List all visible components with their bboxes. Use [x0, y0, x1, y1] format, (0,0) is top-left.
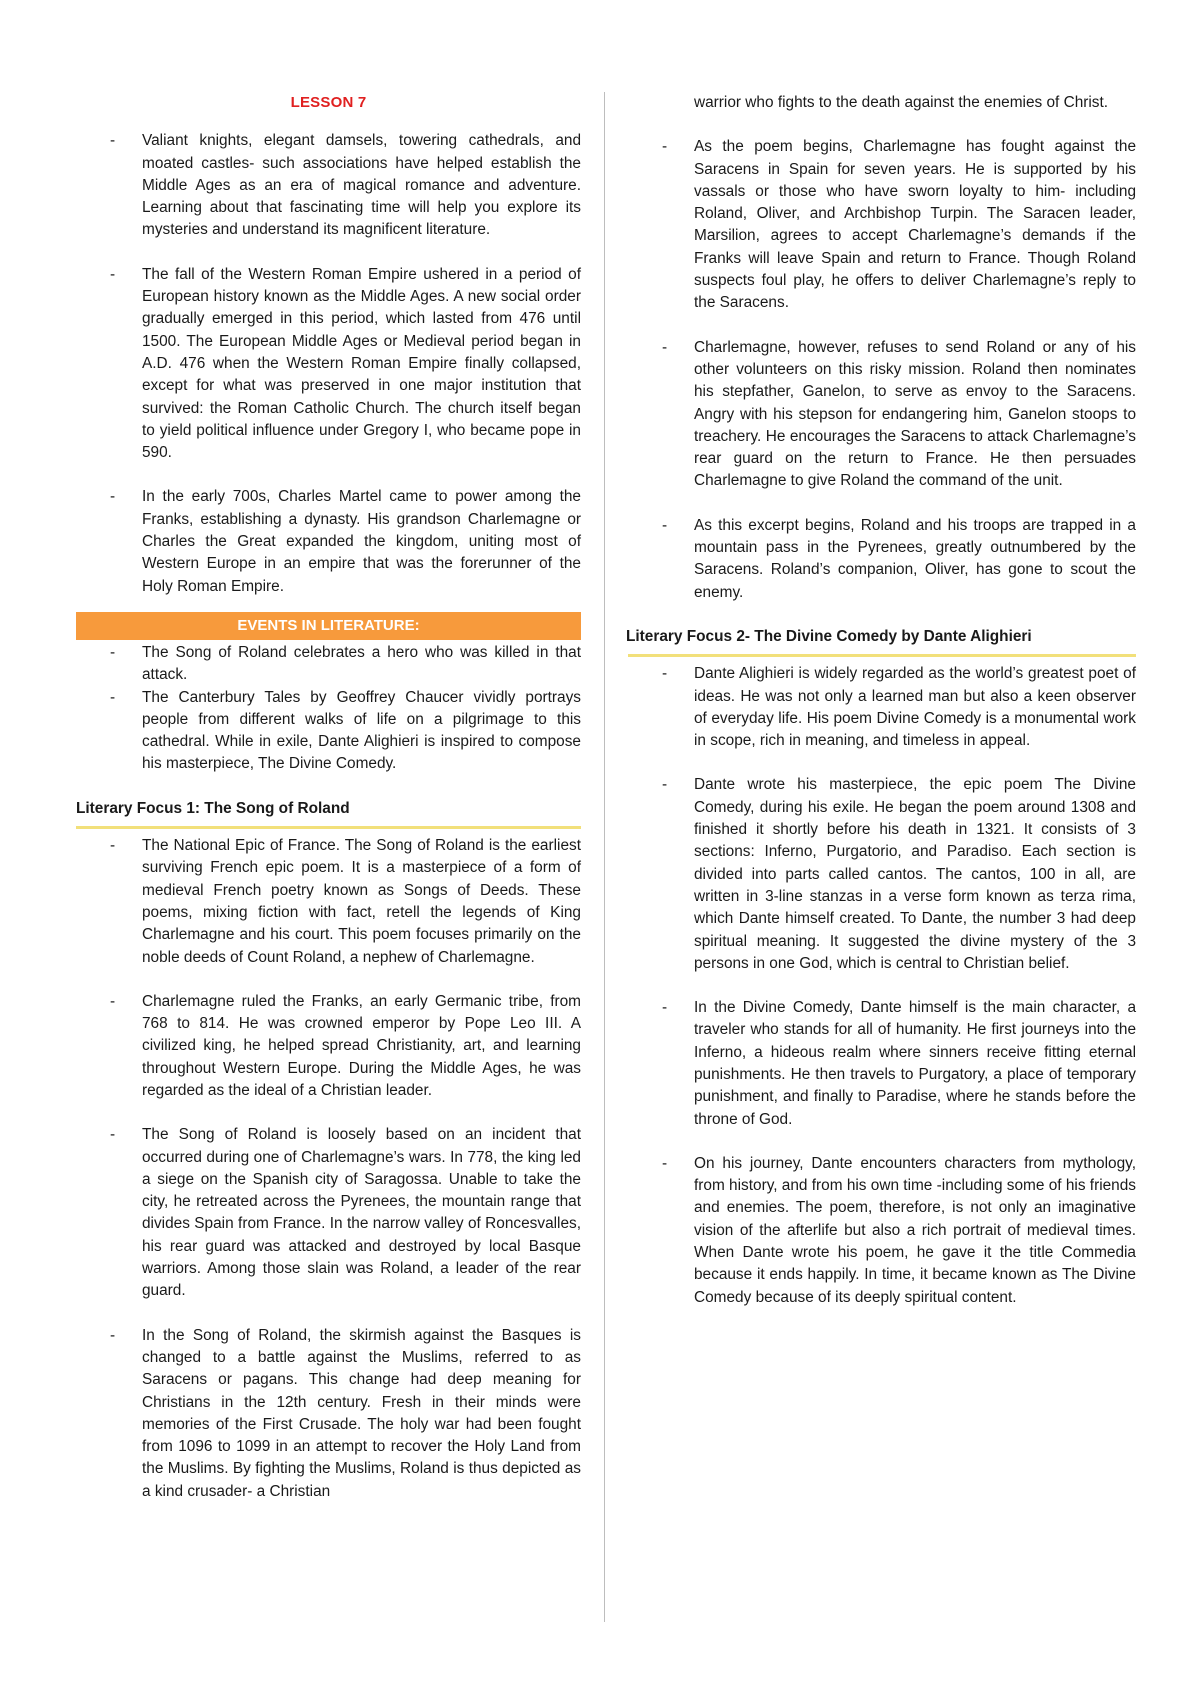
dash-bullet: -: [110, 643, 116, 661]
focus1-item: [76, 835, 581, 969]
focus1-text: The National Epic of France. The Song of Roland is the earliest surviving French epic poem. It is a masterpiece of a form of medieval French poetry known as Songs of Deeds. These poems, mixing fiction with fact, retell the legends of King Charlemagne and his court. This poem focuses primarily on the noble deeds of Count Roland, a nephew of Charlemagne.: [142, 837, 581, 966]
dash-bullet: -: [662, 138, 668, 156]
dash-bullet: -: [110, 1326, 116, 1344]
focus2-item: [628, 1153, 1136, 1309]
focus2-text: In the Divine Comedy, Dante himself is the main character, a traveler who stands for all of humanity. He first journeys into the Inferno, a hideous realm where sinners receive fitting eternal punishments. He then travels to Purgatory, a place of temporary punishment, and finally to Paradise, where he stands before the throne of God.: [694, 999, 1136, 1128]
dash-bullet: -: [110, 992, 116, 1010]
lesson-title: LESSON 7: [290, 94, 367, 111]
heading-underline: [76, 826, 581, 829]
dash-bullet: -: [662, 1154, 668, 1172]
focus1-text: Charlemagne ruled the Franks, an early Germanic tribe, from 768 to 814. He was crowned emperor by Pope Leo III. A civilized king, he helped spread Christianity, art, and learning throughout Western Europe. During the Middle Ages, he was regarded as the ideal of a Christian leader.: [142, 992, 581, 1099]
focus2-text: On his journey, Dante encounters characters from mythology, from history, and from his own time -including some of his friends and enemies. The poem, therefore, is not only an imaginative vision of the afterlife but also a rich portrait of medieval times. When Dante wrote his poem, he gave it the title Commedia because it ends happily. In time, it became known as The Divine Comedy because of its deeply spiritual content.: [694, 1154, 1136, 1306]
intro-item: [76, 486, 581, 597]
focus1-item: [628, 515, 1136, 604]
intro-text: In the early 700s, Charles Martel came to power among the Franks, establishing a dynasty. His grandson Charlemagne or Charles the Great expanded the kingdom, uniting most of Western Europe in an empire that was the forerunner of the Holy Roman Empire.: [142, 488, 581, 595]
intro-item: [76, 264, 581, 465]
focus1-item: [76, 991, 581, 1102]
dash-bullet: -: [110, 688, 116, 706]
literary-focus-1-heading: Literary Focus 1: The Song of Roland: [76, 799, 350, 817]
dash-bullet: -: [110, 265, 116, 283]
focus2-list: [628, 663, 1136, 1309]
focus1-item: [76, 1124, 581, 1302]
heading-underline: [628, 654, 1136, 657]
focus1-item: [76, 1325, 581, 1503]
intro-text: The fall of the Western Roman Empire ushered in a period of European history known as the Middle Ages. A new social order gradually emerged in this period, which lasted from 476 until 1500. The European Middle Ages or Medieval period began in A.D. 476 when the Western Roman Empire finally collapsed, except for what was preserved in one major institution that survived: the Roman Catholic Church. The church itself began to yield political influence under Gregory I, who became pope in 590.: [142, 265, 581, 462]
dash-bullet: -: [110, 1126, 116, 1144]
events-list: [76, 642, 581, 776]
dash-bullet: -: [662, 665, 668, 683]
focus1-item: [628, 136, 1136, 314]
dash-bullet: -: [662, 516, 668, 534]
focus1-list: [76, 835, 581, 1503]
focus1-text: In the Song of Roland, the skirmish against the Basques is changed to a battle against the Muslims, referred to as Saracens or pagans. This change had deep meaning for Christians in the 12th century. Fresh in their minds were memories of the First Crusade. The holy war had been fought from 1096 to 1099 in an attempt to recover the Holy Land from the Muslims. By fighting the Muslims, Roland is thus depicted as a kind crusader- a Christian: [142, 1326, 581, 1500]
intro-item: [76, 130, 581, 241]
dash-bullet: -: [662, 999, 668, 1017]
focus1-text: The Song of Roland is loosely based on an incident that occurred during one of Charlemagne’s wars. In 778, the king led a siege on the Spanish city of Saragossa. Unable to take the city, he retreated across the Pyrenees, the mountain range that divides Spain from France. In the narrow valley of Roncesvalles, his rear guard was attacked and destroyed by local Basque warriors. Among those slain was Roland, a leader of the rear guard.: [142, 1126, 581, 1300]
events-in-literature-banner: EVENTS IN LITERATURE:: [76, 612, 581, 640]
dash-bullet: -: [662, 776, 668, 794]
focus1-text: As this excerpt begins, Roland and his troops are trapped in a mountain pass in the Pyrenees, greatly outnumbered by the Saracens. Roland’s companion, Oliver, has gone to scout the enemy.: [694, 516, 1136, 601]
intro-text: Valiant knights, elegant damsels, towering cathedrals, and moated castles- such associations have helped establish the Middle Ages as an era of magical romance and adventure. Learning about that fascinating time will help you explore its mysteries and understand its magnificent literature.: [142, 132, 581, 239]
continuation-text: warrior who fights to the death against the enemies of Christ.: [694, 94, 1109, 111]
focus2-item: [628, 663, 1136, 752]
dash-bullet: -: [110, 837, 116, 855]
focus1-text: As the poem begins, Charlemagne has fought against the Saracens in Spain for seven years. He is supported by his vassals or those who have sworn loyalty to him- including Roland, Oliver, and Archbishop Turpin. The Saracen leader, Marsilion, agrees to accept Charlemagne’s demands if the Franks will leave Spain and return to France. Though Roland suspects foul play, he offers to deliver Charlemagne’s reply to the Saracens.: [694, 138, 1136, 312]
focus1-continued-list: [628, 92, 1136, 604]
dash-bullet: -: [662, 338, 668, 356]
focus1-item: [628, 337, 1136, 493]
events-text: The Song of Roland celebrates a hero who was killed in that attack.: [142, 643, 581, 684]
column-divider: [604, 92, 605, 1622]
events-item: [76, 642, 581, 687]
focus1-text: Charlemagne, however, refuses to send Roland or any of his other volunteers on this risky mission. Roland then nominates his stepfather, Ganelon, to serve as envoy to the Saracens. Angry with his stepson for endangering him, Ganelon stoops to treachery. He encourages the Saracens to attack Charlemagne’s rear guard on the return to France. He then persuades Charlemagne to give Roland the command of the unit.: [694, 338, 1136, 490]
intro-list: [76, 130, 581, 598]
events-item: [76, 687, 581, 776]
dash-bullet: -: [110, 488, 116, 506]
focus2-item: [628, 997, 1136, 1131]
events-text: The Canterbury Tales by Geoffrey Chaucer vividly portrays people from different walks of life on a pilgrimage to this cathedral. While in exile, Dante Alighieri is inspired to compose his masterpiece, The Divine Comedy.: [142, 688, 581, 773]
right-column: [628, 92, 1136, 1309]
focus1-continuation: [628, 92, 1136, 114]
dash-bullet: -: [110, 132, 116, 150]
literary-focus-2-heading: Literary Focus 2- The Divine Comedy by Dante Alighieri: [626, 627, 1032, 645]
focus2-text: Dante wrote his masterpiece, the epic poem The Divine Comedy, during his exile. He began the poem around 1308 and finished it shortly before his death in 1321. It consists of 3 sections: Inferno, Purgatorio, and Paradiso. Each section is divided into parts called cantos. The cantos, 100 in all, are written in 3-line stanzas in a verse form known as terza rima, which Dante himself created. To Dante, the number 3 had deep spiritual meaning. It suggested the divine mystery of the 3 persons in one God, which is central to Christian belief.: [694, 776, 1136, 972]
focus2-item: [628, 774, 1136, 975]
left-column: [76, 92, 581, 1503]
focus2-text: Dante Alighieri is widely regarded as the world’s greatest poet of ideas. He was not only a learned man but also a keen observer of everyday life. His poem Divine Comedy is a monumental work in scope, rich in meaning, and timeless in appeal.: [694, 665, 1136, 750]
